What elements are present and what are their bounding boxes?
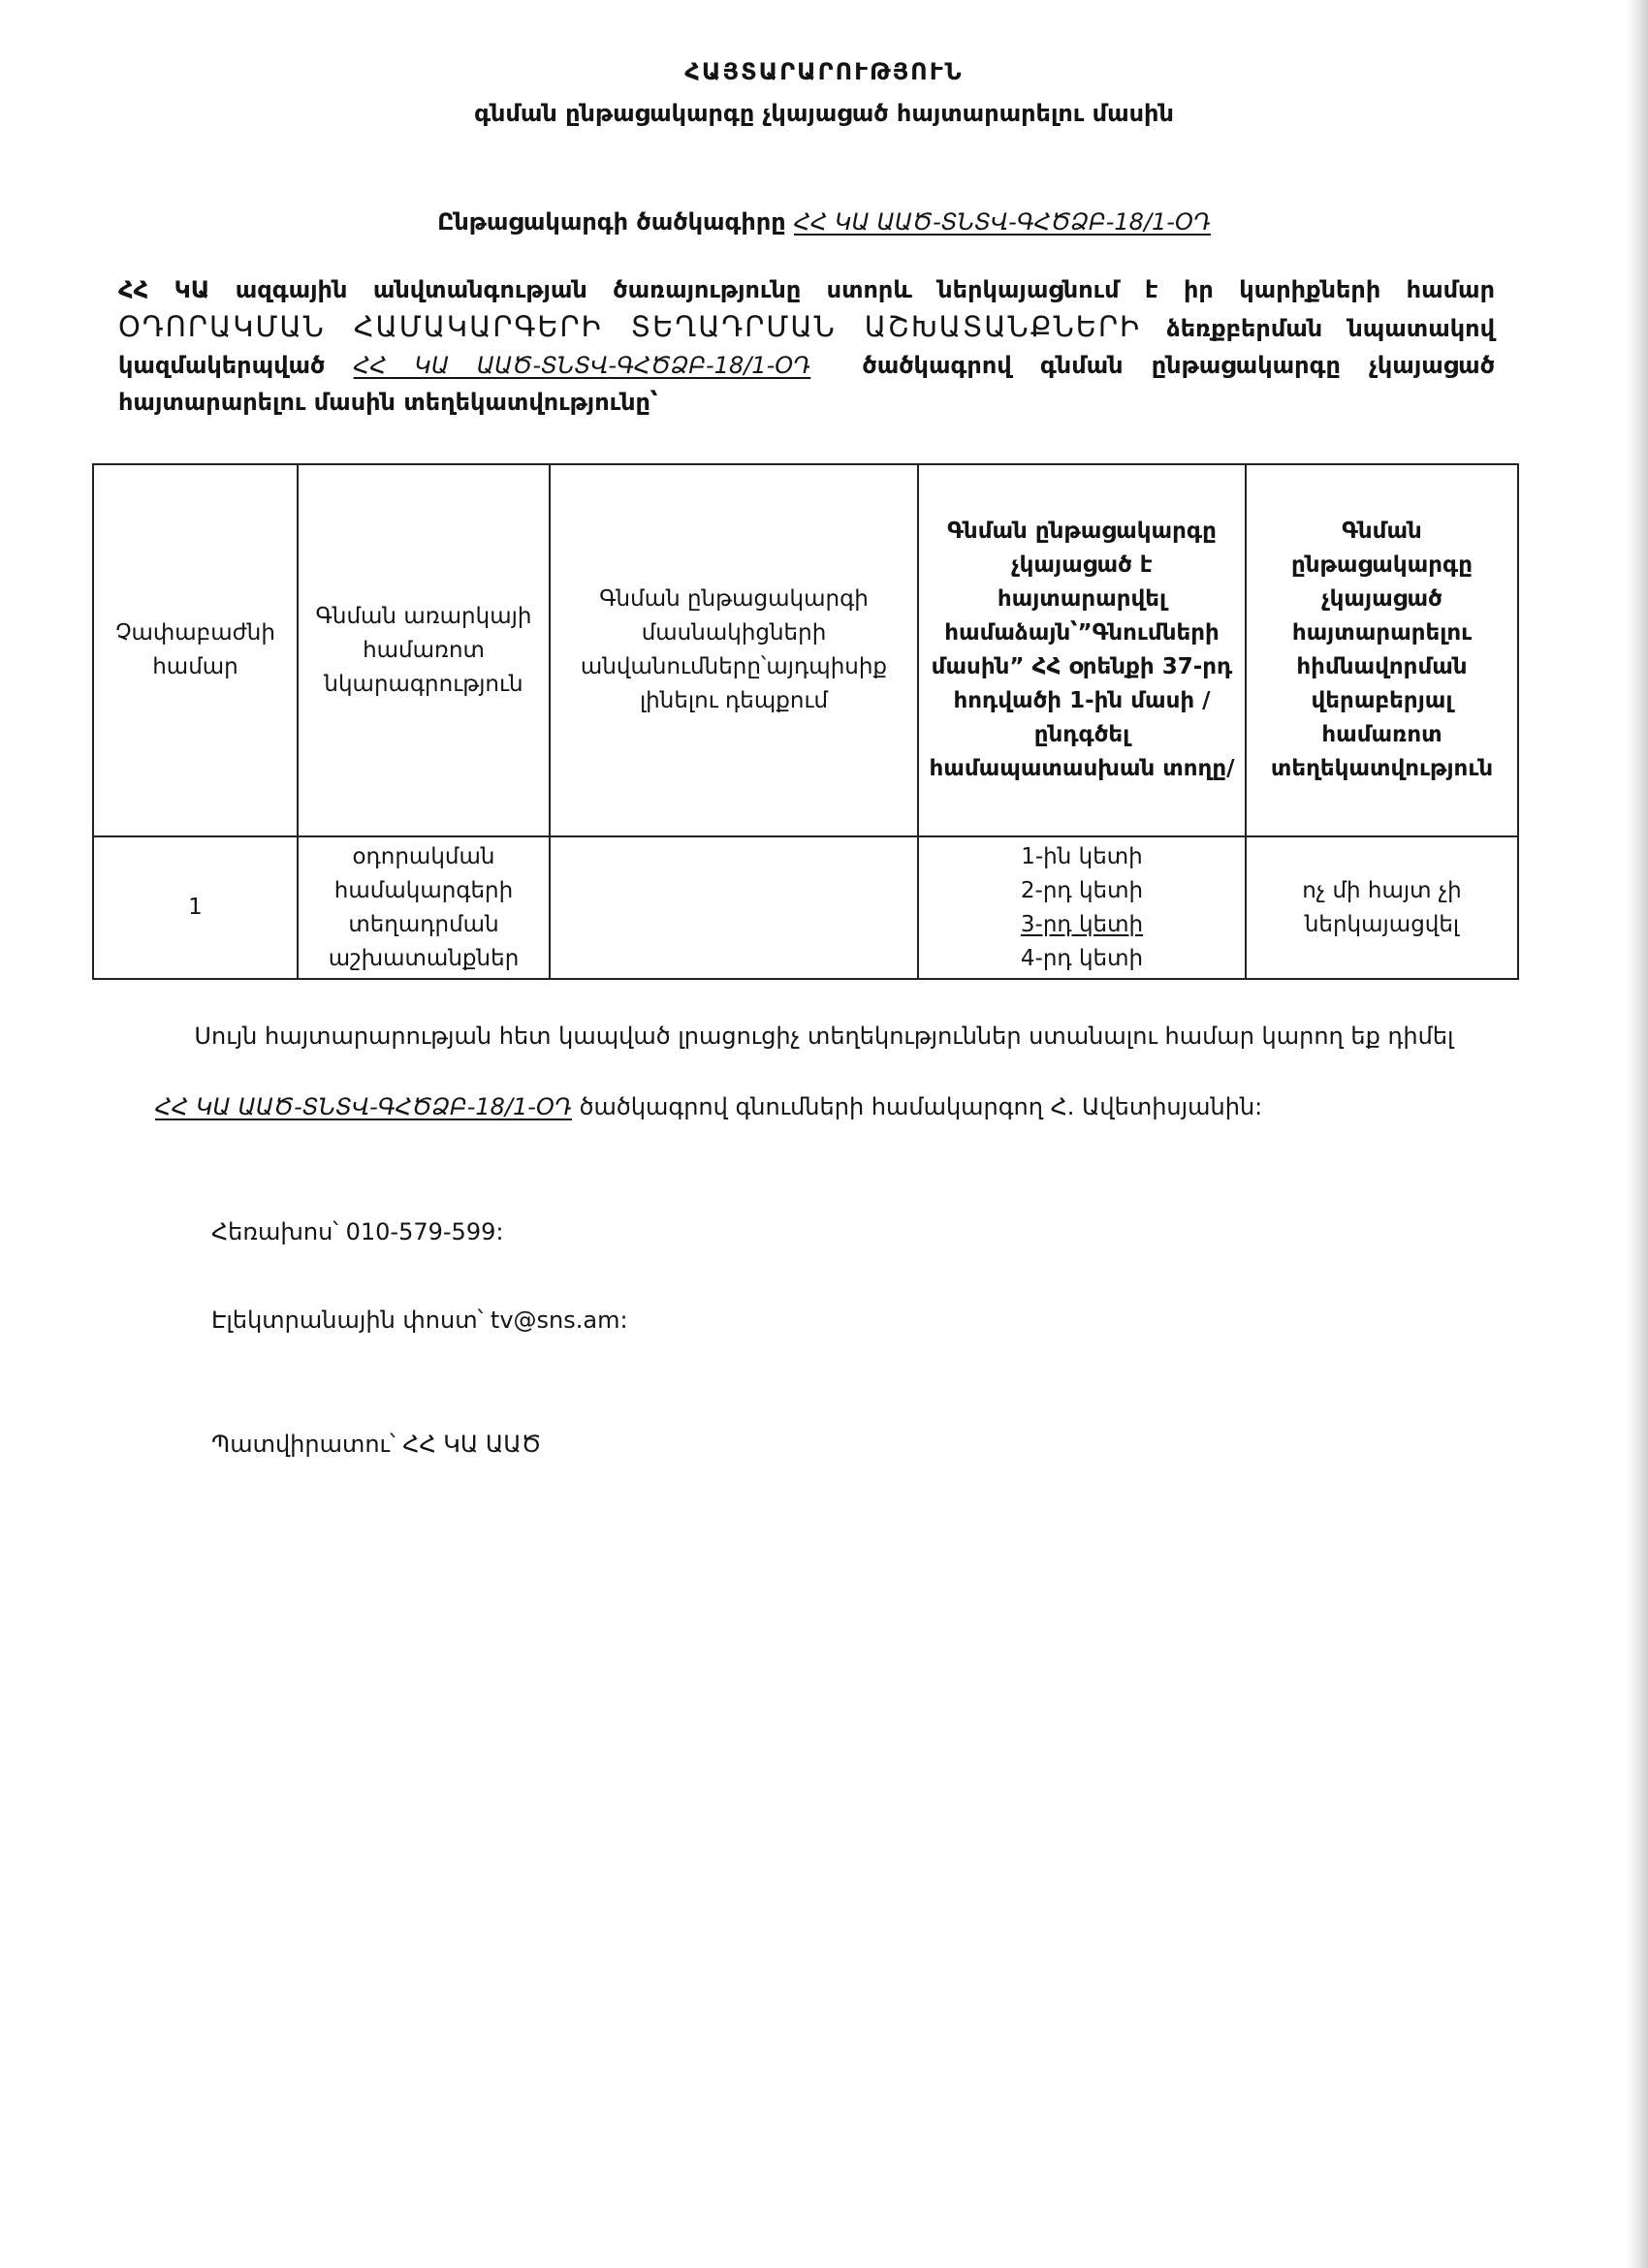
intro-code: ՀՀ ԿԱ ԱԱԾ-ՏՆՏՎ-ԳՀԾՁԲ-18/1-ՕԴ bbox=[353, 352, 811, 379]
customer-line: Պատվիրատու՝ ՀՀ ԿԱ ԱԱԾ bbox=[211, 1431, 542, 1458]
document-subtitle: գնման ընթացակարգը չկայացած հայտարարելու մասին bbox=[474, 100, 1174, 127]
intro-subject: ՕԴՈՐԱԿՄԱՆ ՀԱՄԱԿԱՐԳԵՐԻ ՏԵՂԱԴՐՄԱՆ ԱՇԽԱՏԱՆՔՆԵՐԻ bbox=[118, 310, 1142, 343]
procedure-code-value: ՀՀ ԿԱ ԱԱԾ-ՏՆՏՎ-ԳՀԾՁԲ-18/1-ՕԴ bbox=[794, 208, 1211, 236]
header-legal-basis: Գնման ընթացակարգը չկայացած է հայտարարվել համաձայն՝”Գնումների մասին” ՀՀ օրենքի 37-րդ հոդվածի 1-ին մասի /ընդգծել համապատասխան տողը/ bbox=[918, 464, 1246, 836]
scan-edge bbox=[1627, 0, 1648, 2268]
header-lot-number: Չափաբաժնի համար bbox=[93, 464, 298, 836]
point-2: 2-րդ կետի bbox=[1020, 877, 1144, 903]
header-participants: Գնման ընթացակարգի մասնակիցների անվանումները՝այդպիսիք լինելու դեպքում bbox=[550, 464, 918, 836]
procedure-table bbox=[92, 463, 1519, 980]
intro-part-1: ՀՀ ԿԱ ազգային անվտանգության ծառայությունը ստորև ներկայացնում է իր կարիքների համար bbox=[118, 276, 1495, 303]
email-line: Էլեկտրանային փոստ՝ tv@sns.am: bbox=[211, 1307, 628, 1334]
intro-part-2: ձեռքբերման նպատակով կազմակերպված bbox=[118, 315, 1496, 379]
cell-participants bbox=[550, 836, 918, 979]
table-header-row bbox=[93, 464, 1518, 836]
contact-sentence-line-2 bbox=[155, 1093, 1262, 1120]
header-reason: Գնման ընթացակարգը չկայացած հայտարարելու հիմնավորման վերաբերյալ համառոտ տեղեկատվություն bbox=[1246, 464, 1518, 836]
point-4: 4-րդ կետի bbox=[1020, 945, 1144, 971]
document-title: ՀԱՅՏԱՐԱՐՈՒԹՅՈՒՆ bbox=[684, 58, 964, 85]
cell-description: օդորակման համակարգերի տեղադրման աշխատանքներ bbox=[298, 836, 550, 979]
point-3-underlined: 3-րդ կետի bbox=[1020, 911, 1144, 937]
point-1: 1-ին կետի bbox=[1021, 843, 1143, 869]
header-subject-description: Գնման առարկայի համառոտ նկարագրություն bbox=[298, 464, 550, 836]
contact-coordinator: ծածկագրով գնումների համակարգող Հ. Ավետիսյանին: bbox=[579, 1093, 1263, 1120]
table-row bbox=[93, 836, 1518, 979]
phone-line: Հեռախոս՝ 010-579-599: bbox=[211, 1218, 504, 1245]
cell-reason: ոչ մի հայտ չի ներկայացվել bbox=[1246, 836, 1518, 979]
procedure-code-line bbox=[0, 208, 1648, 236]
intro-paragraph bbox=[118, 271, 1495, 421]
intro-part-3: ծածկագրով գնման ընթացակարգը չկայացած հայտարարելու մասին տեղեկատվությունը՝ bbox=[118, 352, 1496, 416]
procedure-code-label: Ընթացակարգի ծածկագիրը bbox=[437, 208, 786, 236]
cell-legal-points bbox=[918, 836, 1246, 979]
contact-code: ՀՀ ԿԱ ԱԱԾ-ՏՆՏՎ-ԳՀԾՁԲ-18/1-ՕԴ bbox=[155, 1093, 572, 1120]
contact-sentence-line-1: Սույն հայտարարության հետ կապված լրացուցիչ տեղեկություններ ստանալու համար կարող եք դիմել bbox=[194, 1023, 1454, 1050]
cell-lot-number: 1 bbox=[93, 836, 298, 979]
